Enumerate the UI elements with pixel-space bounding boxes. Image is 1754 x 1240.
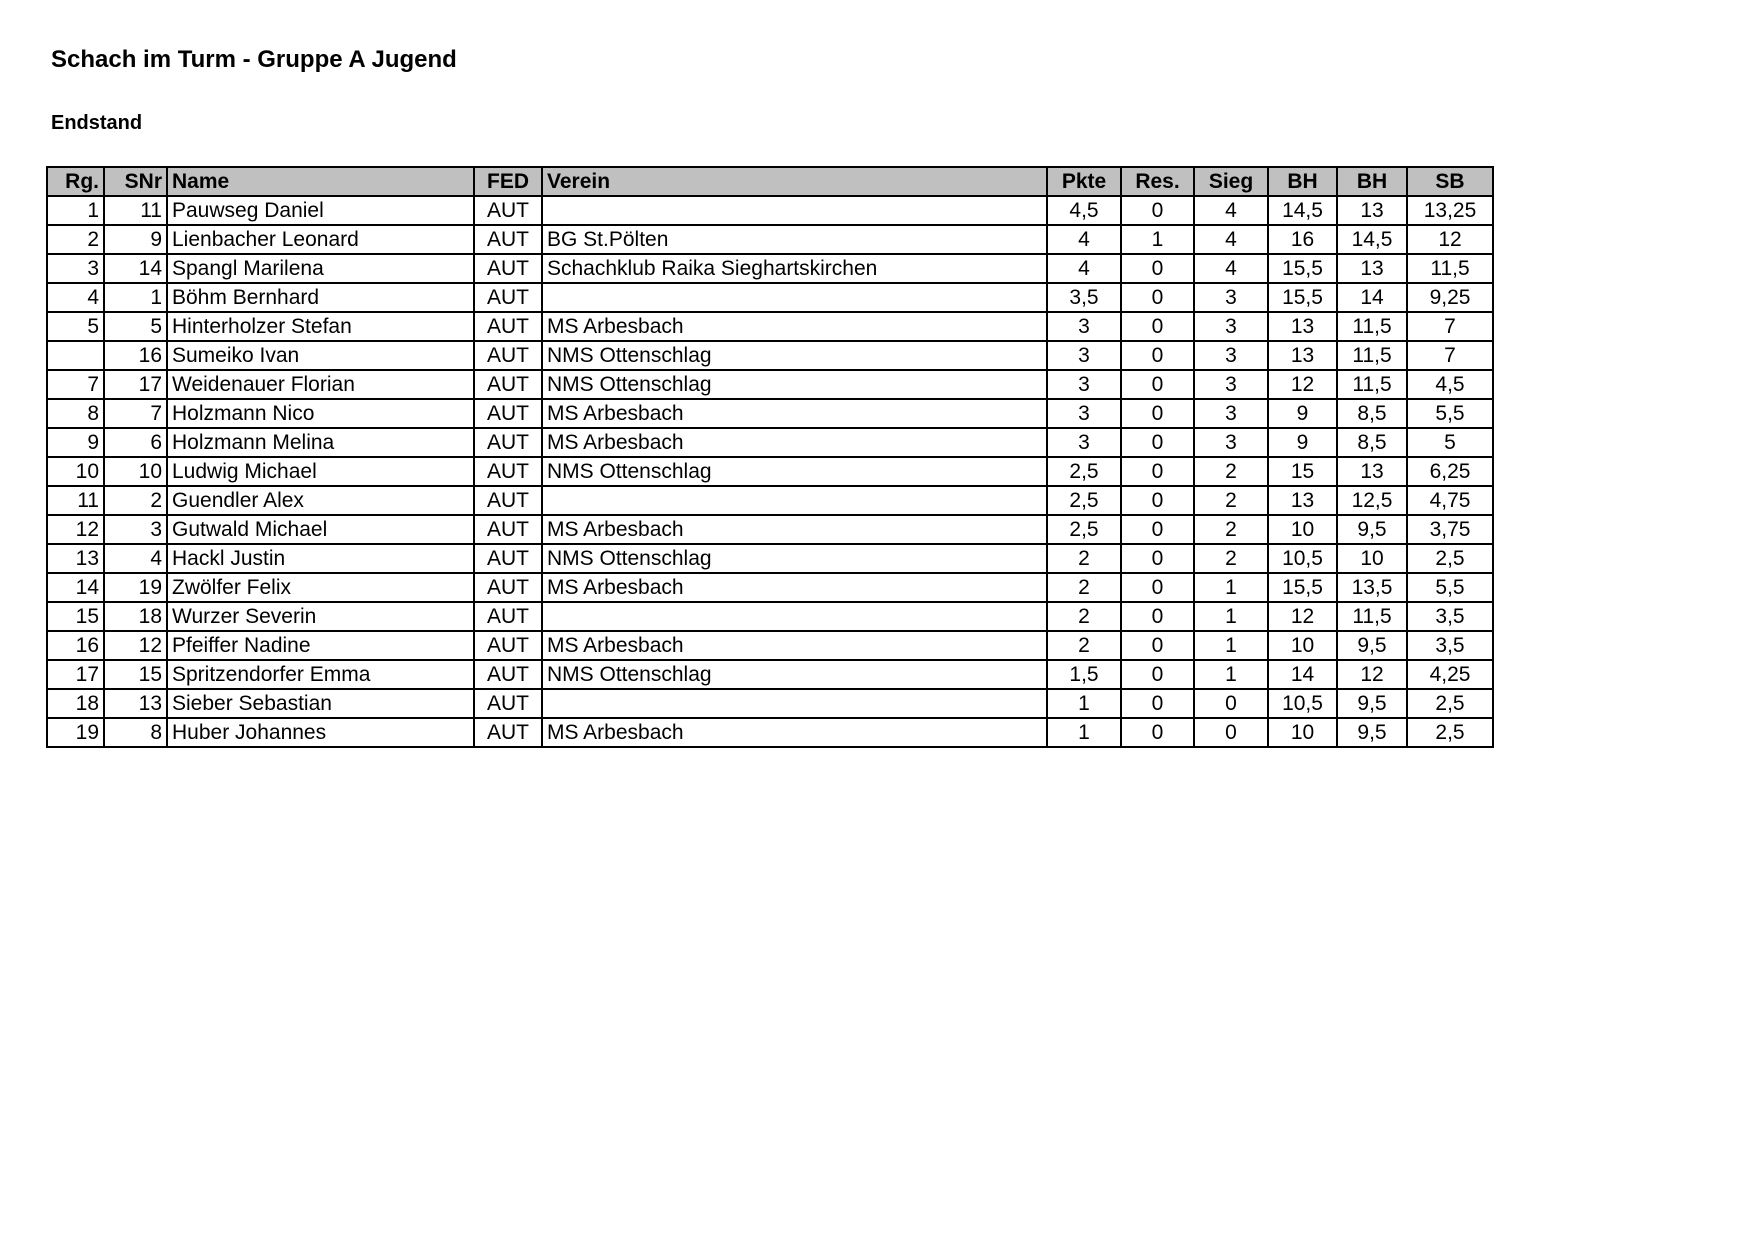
buchholz-2-cell: 8,5: [1337, 428, 1407, 457]
club-cell: [542, 196, 1047, 225]
rank-cell: 1: [47, 196, 104, 225]
header-result: Res.: [1121, 167, 1194, 196]
buchholz-2-cell: 13,5: [1337, 573, 1407, 602]
start-number-cell: 13: [104, 689, 167, 718]
points-cell: 2: [1047, 631, 1121, 660]
rank-cell: 10: [47, 457, 104, 486]
sonneborn-berger-cell: 4,5: [1407, 370, 1493, 399]
name-cell: Wurzer Severin: [167, 602, 474, 631]
wins-cell: 3: [1194, 312, 1268, 341]
federation-cell: AUT: [474, 544, 542, 573]
table-row: [47, 486, 1493, 515]
result-cell: 0: [1121, 718, 1194, 747]
federation-cell: AUT: [474, 196, 542, 225]
start-number-cell: 12: [104, 631, 167, 660]
table-row: [47, 544, 1493, 573]
wins-cell: 3: [1194, 428, 1268, 457]
table-row: [47, 341, 1493, 370]
header-sonneborn-berger: SB: [1407, 167, 1493, 196]
result-cell: 0: [1121, 254, 1194, 283]
buchholz-cell: 9: [1268, 428, 1337, 457]
document-title: Schach im Turm - Gruppe A Jugend: [51, 46, 457, 73]
wins-cell: 1: [1194, 660, 1268, 689]
header-club: Verein: [542, 167, 1047, 196]
wins-cell: 1: [1194, 631, 1268, 660]
federation-cell: AUT: [474, 457, 542, 486]
sonneborn-berger-cell: 3,5: [1407, 602, 1493, 631]
table-row: [47, 660, 1493, 689]
club-cell: MS Arbesbach: [542, 428, 1047, 457]
points-cell: 3: [1047, 312, 1121, 341]
points-cell: 2: [1047, 602, 1121, 631]
buchholz-2-cell: 11,5: [1337, 312, 1407, 341]
points-cell: 3: [1047, 428, 1121, 457]
name-cell: Pfeiffer Nadine: [167, 631, 474, 660]
club-cell: MS Arbesbach: [542, 573, 1047, 602]
start-number-cell: 16: [104, 341, 167, 370]
points-cell: 2,5: [1047, 457, 1121, 486]
points-cell: 2,5: [1047, 515, 1121, 544]
buchholz-2-cell: 9,5: [1337, 689, 1407, 718]
document-subtitle: Endstand: [51, 112, 143, 134]
header-buchholz-2: BH: [1337, 167, 1407, 196]
sonneborn-berger-cell: 2,5: [1407, 689, 1493, 718]
result-cell: 0: [1121, 457, 1194, 486]
rank-cell: [47, 341, 104, 370]
start-number-cell: 10: [104, 457, 167, 486]
buchholz-cell: 10: [1268, 515, 1337, 544]
points-cell: 2: [1047, 573, 1121, 602]
table-row: [47, 631, 1493, 660]
rank-cell: 12: [47, 515, 104, 544]
federation-cell: AUT: [474, 254, 542, 283]
result-cell: 0: [1121, 283, 1194, 312]
federation-cell: AUT: [474, 312, 542, 341]
rank-cell: 16: [47, 631, 104, 660]
name-cell: Huber Johannes: [167, 718, 474, 747]
sonneborn-berger-cell: 7: [1407, 312, 1493, 341]
sonneborn-berger-cell: 3,75: [1407, 515, 1493, 544]
club-cell: [542, 486, 1047, 515]
table-row: [47, 225, 1493, 254]
wins-cell: 2: [1194, 486, 1268, 515]
buchholz-2-cell: 9,5: [1337, 718, 1407, 747]
sonneborn-berger-cell: 4,75: [1407, 486, 1493, 515]
result-cell: 0: [1121, 370, 1194, 399]
club-cell: NMS Ottenschlag: [542, 544, 1047, 573]
buchholz-2-cell: 11,5: [1337, 602, 1407, 631]
sonneborn-berger-cell: 5,5: [1407, 399, 1493, 428]
buchholz-cell: 14: [1268, 660, 1337, 689]
start-number-cell: 7: [104, 399, 167, 428]
wins-cell: 2: [1194, 457, 1268, 486]
sonneborn-berger-cell: 12: [1407, 225, 1493, 254]
buchholz-cell: 10: [1268, 718, 1337, 747]
points-cell: 3: [1047, 341, 1121, 370]
rank-cell: 18: [47, 689, 104, 718]
wins-cell: 2: [1194, 544, 1268, 573]
name-cell: Weidenauer Florian: [167, 370, 474, 399]
club-cell: [542, 602, 1047, 631]
federation-cell: AUT: [474, 399, 542, 428]
buchholz-2-cell: 9,5: [1337, 631, 1407, 660]
result-cell: 0: [1121, 602, 1194, 631]
federation-cell: AUT: [474, 689, 542, 718]
federation-cell: AUT: [474, 486, 542, 515]
start-number-cell: 5: [104, 312, 167, 341]
start-number-cell: 2: [104, 486, 167, 515]
points-cell: 1,5: [1047, 660, 1121, 689]
rank-cell: 15: [47, 602, 104, 631]
wins-cell: 4: [1194, 254, 1268, 283]
rank-cell: 8: [47, 399, 104, 428]
table-row: [47, 399, 1493, 428]
federation-cell: AUT: [474, 225, 542, 254]
name-cell: Böhm Bernhard: [167, 283, 474, 312]
buchholz-cell: 10: [1268, 631, 1337, 660]
points-cell: 2,5: [1047, 486, 1121, 515]
buchholz-2-cell: 14: [1337, 283, 1407, 312]
club-cell: [542, 689, 1047, 718]
rank-cell: 17: [47, 660, 104, 689]
federation-cell: AUT: [474, 515, 542, 544]
buchholz-2-cell: 10: [1337, 544, 1407, 573]
table-row: [47, 602, 1493, 631]
name-cell: Lienbacher Leonard: [167, 225, 474, 254]
result-cell: 0: [1121, 486, 1194, 515]
result-cell: 0: [1121, 399, 1194, 428]
points-cell: 1: [1047, 689, 1121, 718]
wins-cell: 3: [1194, 370, 1268, 399]
buchholz-2-cell: 12,5: [1337, 486, 1407, 515]
table-row: [47, 283, 1493, 312]
name-cell: Spritzendorfer Emma: [167, 660, 474, 689]
table-row: [47, 254, 1493, 283]
name-cell: Pauwseg Daniel: [167, 196, 474, 225]
buchholz-2-cell: 11,5: [1337, 370, 1407, 399]
table-row: [47, 196, 1493, 225]
start-number-cell: 3: [104, 515, 167, 544]
buchholz-2-cell: 13: [1337, 254, 1407, 283]
wins-cell: 3: [1194, 399, 1268, 428]
club-cell: MS Arbesbach: [542, 718, 1047, 747]
start-number-cell: 19: [104, 573, 167, 602]
sonneborn-berger-cell: 7: [1407, 341, 1493, 370]
buchholz-cell: 14,5: [1268, 196, 1337, 225]
wins-cell: 4: [1194, 225, 1268, 254]
sonneborn-berger-cell: 5: [1407, 428, 1493, 457]
club-cell: NMS Ottenschlag: [542, 341, 1047, 370]
rank-cell: 19: [47, 718, 104, 747]
sonneborn-berger-cell: 4,25: [1407, 660, 1493, 689]
rank-cell: 13: [47, 544, 104, 573]
federation-cell: AUT: [474, 660, 542, 689]
federation-cell: AUT: [474, 718, 542, 747]
wins-cell: 0: [1194, 689, 1268, 718]
result-cell: 1: [1121, 225, 1194, 254]
sonneborn-berger-cell: 3,5: [1407, 631, 1493, 660]
buchholz-2-cell: 13: [1337, 457, 1407, 486]
start-number-cell: 17: [104, 370, 167, 399]
result-cell: 0: [1121, 631, 1194, 660]
federation-cell: AUT: [474, 370, 542, 399]
wins-cell: 0: [1194, 718, 1268, 747]
result-cell: 0: [1121, 428, 1194, 457]
buchholz-2-cell: 8,5: [1337, 399, 1407, 428]
buchholz-cell: 13: [1268, 341, 1337, 370]
buchholz-2-cell: 9,5: [1337, 515, 1407, 544]
standings-body: [47, 196, 1493, 747]
buchholz-cell: 13: [1268, 486, 1337, 515]
result-cell: 0: [1121, 573, 1194, 602]
header-federation: FED: [474, 167, 542, 196]
sonneborn-berger-cell: 6,25: [1407, 457, 1493, 486]
federation-cell: AUT: [474, 341, 542, 370]
buchholz-cell: 15: [1268, 457, 1337, 486]
rank-cell: 5: [47, 312, 104, 341]
buchholz-cell: 15,5: [1268, 283, 1337, 312]
federation-cell: AUT: [474, 631, 542, 660]
name-cell: Hinterholzer Stefan: [167, 312, 474, 341]
header-rank: Rg.: [47, 167, 104, 196]
name-cell: Holzmann Nico: [167, 399, 474, 428]
start-number-cell: 14: [104, 254, 167, 283]
name-cell: Guendler Alex: [167, 486, 474, 515]
start-number-cell: 9: [104, 225, 167, 254]
table-row: [47, 573, 1493, 602]
federation-cell: AUT: [474, 573, 542, 602]
standings-table: [46, 166, 1494, 748]
result-cell: 0: [1121, 515, 1194, 544]
start-number-cell: 8: [104, 718, 167, 747]
header-start-number: SNr: [104, 167, 167, 196]
points-cell: 3,5: [1047, 283, 1121, 312]
table-row: [47, 689, 1493, 718]
result-cell: 0: [1121, 312, 1194, 341]
result-cell: 0: [1121, 689, 1194, 718]
club-cell: MS Arbesbach: [542, 515, 1047, 544]
start-number-cell: 1: [104, 283, 167, 312]
points-cell: 2: [1047, 544, 1121, 573]
sonneborn-berger-cell: 13,25: [1407, 196, 1493, 225]
buchholz-cell: 10,5: [1268, 544, 1337, 573]
buchholz-cell: 13: [1268, 312, 1337, 341]
buchholz-cell: 12: [1268, 602, 1337, 631]
name-cell: Sumeiko Ivan: [167, 341, 474, 370]
wins-cell: 2: [1194, 515, 1268, 544]
buchholz-cell: 10,5: [1268, 689, 1337, 718]
buchholz-2-cell: 13: [1337, 196, 1407, 225]
name-cell: Zwölfer Felix: [167, 573, 474, 602]
name-cell: Spangl Marilena: [167, 254, 474, 283]
buchholz-2-cell: 12: [1337, 660, 1407, 689]
wins-cell: 3: [1194, 341, 1268, 370]
rank-cell: 7: [47, 370, 104, 399]
buchholz-cell: 15,5: [1268, 254, 1337, 283]
buchholz-2-cell: 11,5: [1337, 341, 1407, 370]
wins-cell: 1: [1194, 573, 1268, 602]
club-cell: NMS Ottenschlag: [542, 660, 1047, 689]
club-cell: MS Arbesbach: [542, 399, 1047, 428]
club-cell: [542, 283, 1047, 312]
sonneborn-berger-cell: 11,5: [1407, 254, 1493, 283]
name-cell: Sieber Sebastian: [167, 689, 474, 718]
table-row: [47, 515, 1493, 544]
rank-cell: 14: [47, 573, 104, 602]
rank-cell: 2: [47, 225, 104, 254]
header-row: [47, 167, 1493, 196]
buchholz-cell: 9: [1268, 399, 1337, 428]
table-row: [47, 428, 1493, 457]
federation-cell: AUT: [474, 428, 542, 457]
rank-cell: 9: [47, 428, 104, 457]
points-cell: 3: [1047, 399, 1121, 428]
table-row: [47, 370, 1493, 399]
buchholz-cell: 16: [1268, 225, 1337, 254]
sonneborn-berger-cell: 5,5: [1407, 573, 1493, 602]
table-row: [47, 312, 1493, 341]
points-cell: 4,5: [1047, 196, 1121, 225]
rank-cell: 3: [47, 254, 104, 283]
header-name: Name: [167, 167, 474, 196]
club-cell: MS Arbesbach: [542, 631, 1047, 660]
wins-cell: 4: [1194, 196, 1268, 225]
name-cell: Hackl Justin: [167, 544, 474, 573]
start-number-cell: 6: [104, 428, 167, 457]
buchholz-2-cell: 14,5: [1337, 225, 1407, 254]
result-cell: 0: [1121, 341, 1194, 370]
name-cell: Ludwig Michael: [167, 457, 474, 486]
points-cell: 1: [1047, 718, 1121, 747]
start-number-cell: 18: [104, 602, 167, 631]
buchholz-cell: 12: [1268, 370, 1337, 399]
points-cell: 4: [1047, 225, 1121, 254]
wins-cell: 1: [1194, 602, 1268, 631]
points-cell: 3: [1047, 370, 1121, 399]
club-cell: NMS Ottenschlag: [542, 457, 1047, 486]
sonneborn-berger-cell: 9,25: [1407, 283, 1493, 312]
name-cell: Gutwald Michael: [167, 515, 474, 544]
table-row: [47, 457, 1493, 486]
header-points: Pkte: [1047, 167, 1121, 196]
sonneborn-berger-cell: 2,5: [1407, 544, 1493, 573]
start-number-cell: 11: [104, 196, 167, 225]
start-number-cell: 15: [104, 660, 167, 689]
result-cell: 0: [1121, 544, 1194, 573]
club-cell: MS Arbesbach: [542, 312, 1047, 341]
sonneborn-berger-cell: 2,5: [1407, 718, 1493, 747]
rank-cell: 4: [47, 283, 104, 312]
club-cell: Schachklub Raika Sieghartskirchen: [542, 254, 1047, 283]
wins-cell: 3: [1194, 283, 1268, 312]
federation-cell: AUT: [474, 602, 542, 631]
table-row: [47, 718, 1493, 747]
club-cell: BG St.Pölten: [542, 225, 1047, 254]
result-cell: 0: [1121, 660, 1194, 689]
rank-cell: 11: [47, 486, 104, 515]
points-cell: 4: [1047, 254, 1121, 283]
name-cell: Holzmann Melina: [167, 428, 474, 457]
buchholz-cell: 15,5: [1268, 573, 1337, 602]
result-cell: 0: [1121, 196, 1194, 225]
club-cell: NMS Ottenschlag: [542, 370, 1047, 399]
header-wins: Sieg: [1194, 167, 1268, 196]
federation-cell: AUT: [474, 283, 542, 312]
header-buchholz: BH: [1268, 167, 1337, 196]
start-number-cell: 4: [104, 544, 167, 573]
